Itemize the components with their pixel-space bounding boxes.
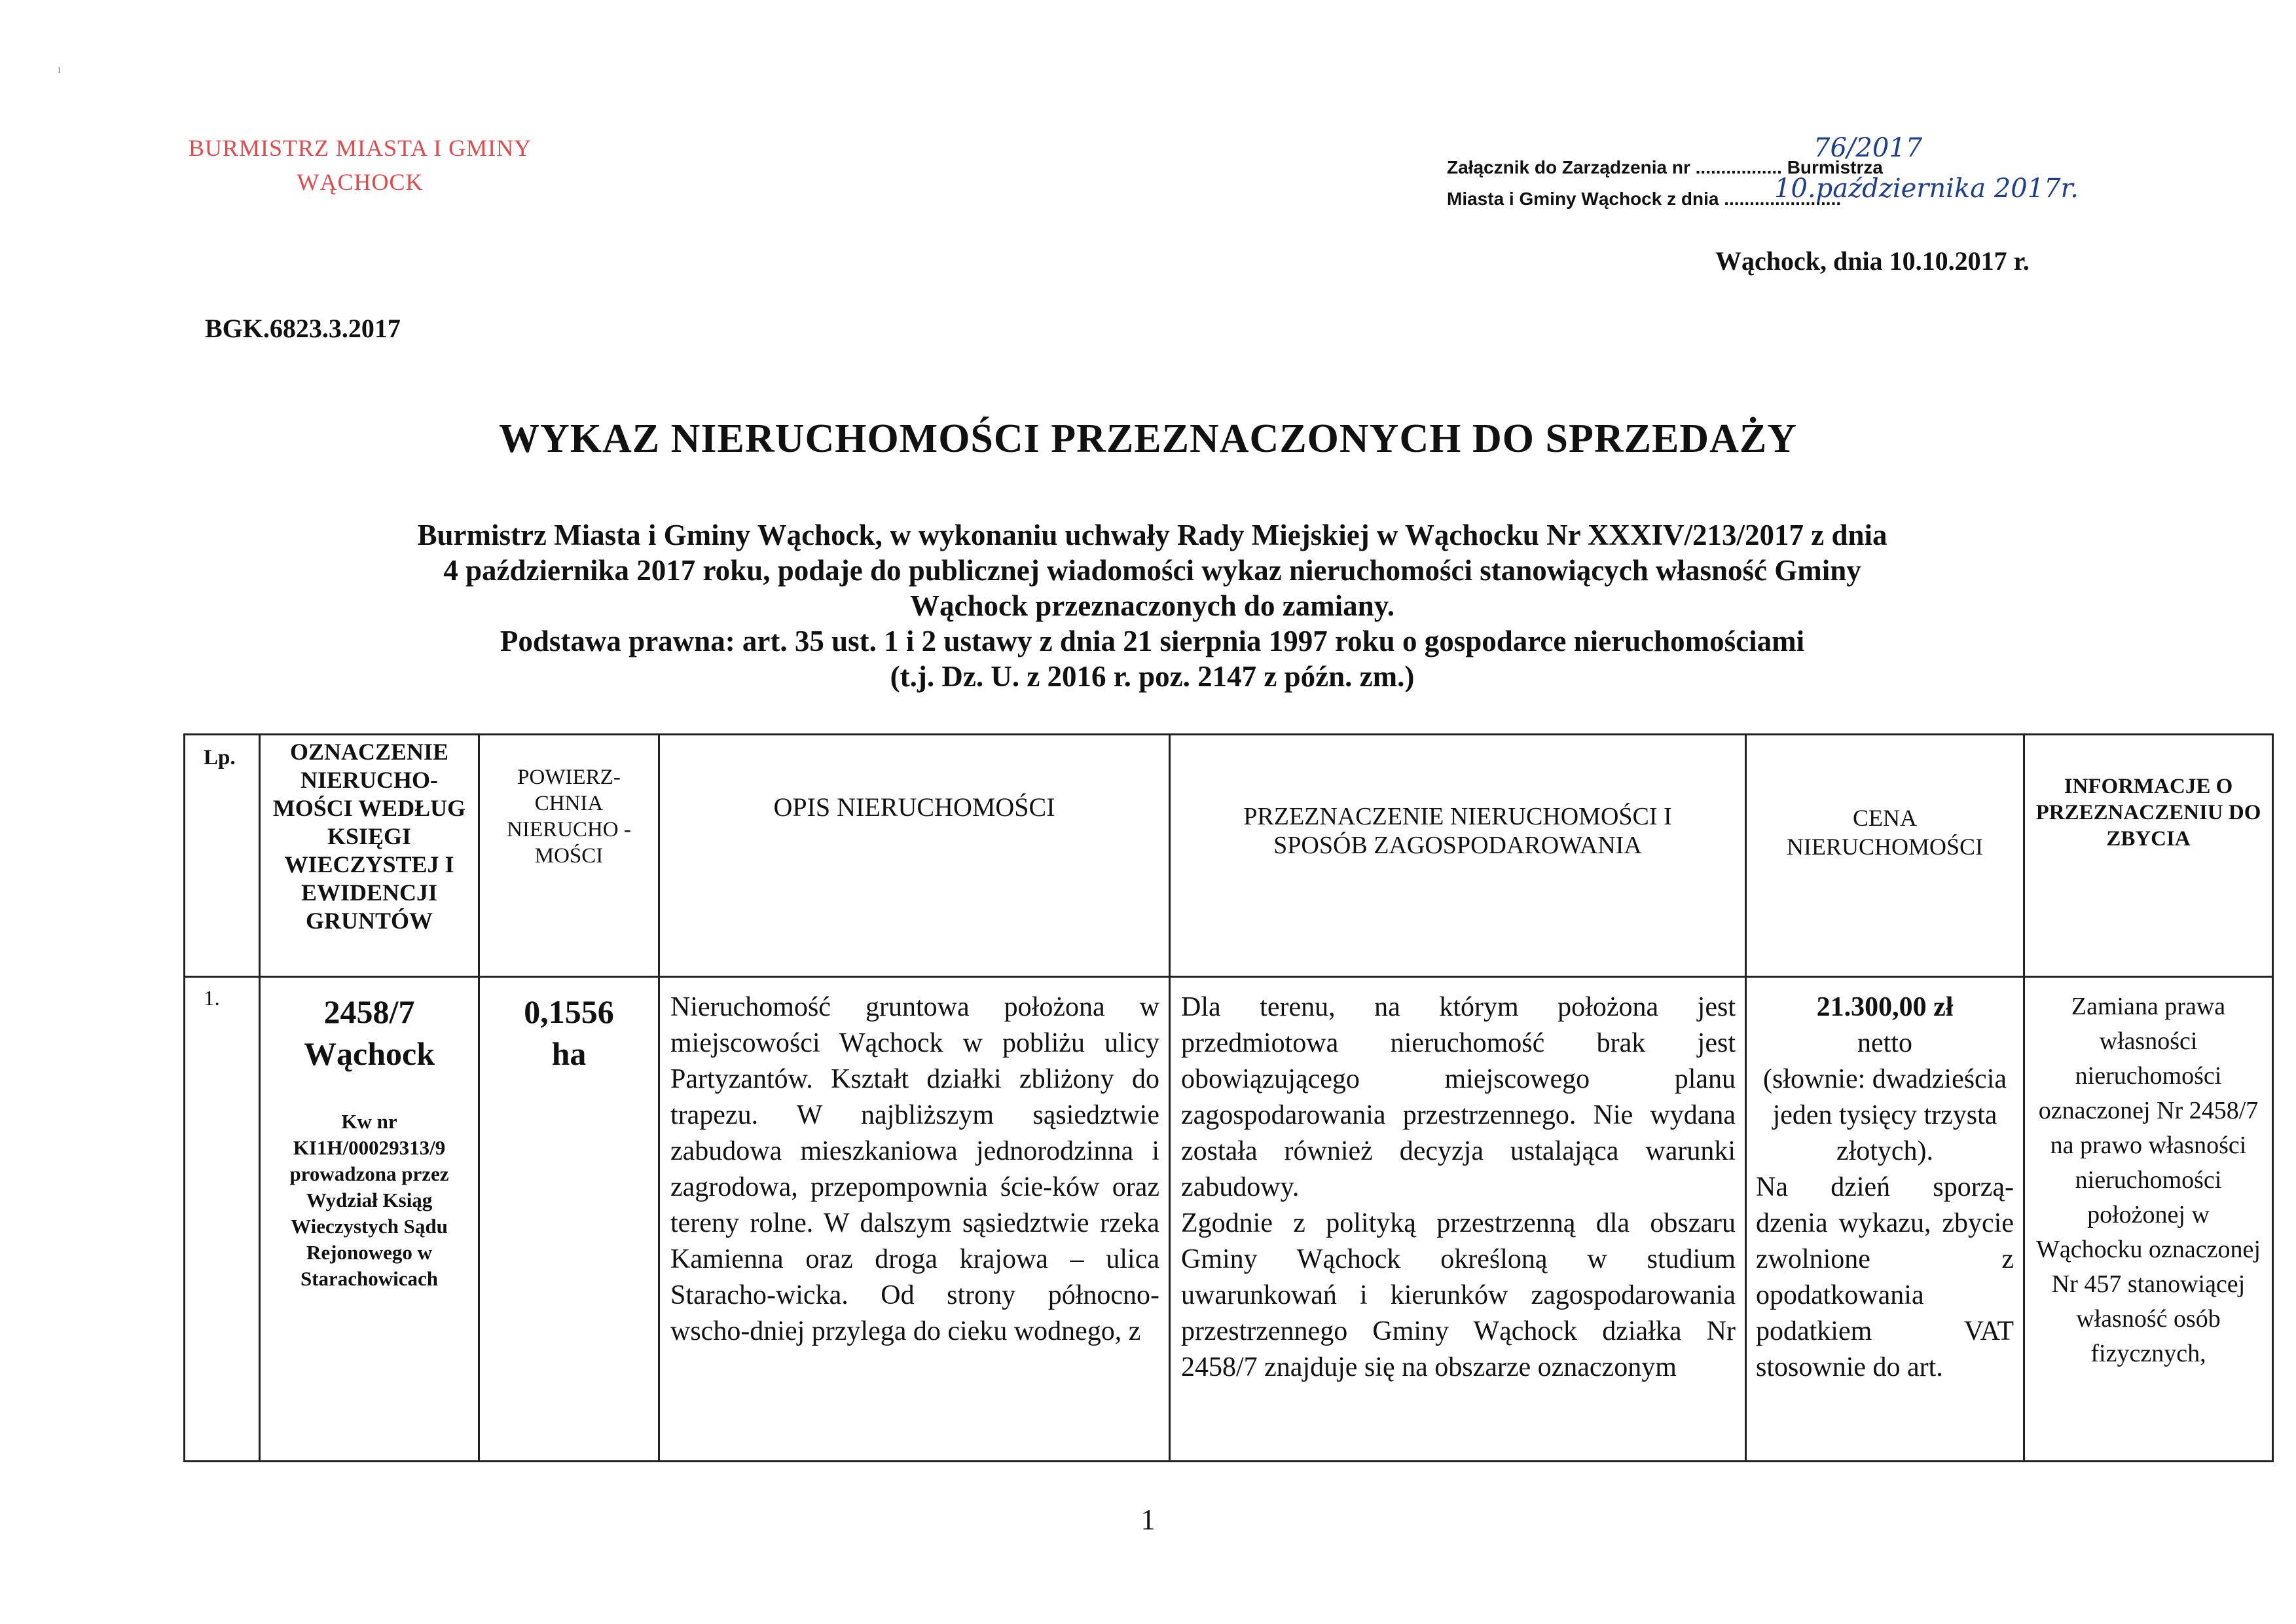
- header-cena-label: CENA NIERUCHOMOŚCI: [1786, 805, 1984, 860]
- land-register-label: Kw nr: [341, 1110, 397, 1133]
- table-header-row: [185, 735, 2273, 977]
- parcel-number: 2458/7: [323, 993, 415, 1030]
- place-date: Wąchock, dnia 10.10.2017 r.: [1715, 246, 2030, 276]
- scan-mark: ı: [58, 62, 62, 75]
- property-table: [183, 733, 2274, 1462]
- row-cena: [1746, 977, 2024, 1462]
- row-area: [479, 977, 659, 1462]
- intro-line-4: Podstawa prawna: art. 35 ust. 1 i 2 ustawy z dnia 21 sierpnia 1997 roku o gospodarce nieruchomościami: [500, 625, 1805, 657]
- row-lp: [185, 977, 260, 1462]
- intro-line-2: 4 października 2017 roku, podaje do publicznej wiadomości wykaz nieruchomości stanowiących własność Gminy: [443, 554, 1861, 587]
- header-powierzchnia: [479, 735, 659, 977]
- annex-line-2-prefix: Miasta i Gminy Wąchock z dnia .......................: [1447, 189, 1842, 209]
- header-cena: [1746, 735, 2024, 977]
- header-oznaczenie-label: OZNACZENIE NIERUCHO-MOŚCI WEDŁUG KSIĘGI WIECZYSTEJ I EWIDENCJI GRUNTÓW: [272, 739, 466, 934]
- area-unit: ha: [551, 1035, 587, 1072]
- header-powierzchnia-label: POWIERZ-CHNIA NIERUCHO -MOŚCI: [507, 766, 631, 868]
- row-informacje: [2024, 977, 2273, 1462]
- annex-reference: [1447, 133, 2200, 215]
- mayor-stamp: [177, 131, 543, 199]
- land-register-number: KI1H/00029313/9: [293, 1136, 446, 1159]
- handwritten-order-date: 10.października 2017r.: [1774, 174, 2079, 204]
- table-row: [185, 977, 2273, 1462]
- header-lp: [185, 735, 260, 977]
- informacje-text: Zamiana prawa własności nieruchomości oznaczonej Nr 2458/7 na prawo własności nieruchomości położonej w Wąchocku oznaczonej Nr 457 stanowiącej własność osób fizycznych,: [2036, 993, 2261, 1367]
- przeznaczenie-paragraph-2: Zgodnie z polityką przestrzenną dla obszaru Gminy Wąchock określoną w studium uwarunkowań i kierunków zagospodarowania przestrzennego Gminy Wąchock działka Nr 2458/7 znajduje się na obszarze oznaczonym: [1181, 1208, 1736, 1382]
- price-netto: netto: [1857, 1028, 1912, 1058]
- opis-text: Nieruchomość gruntowa położona w miejscowości Wąchock w pobliżu ulicy Partyzantów. Kształt działki zbliżony do trapezu. W najbliższym sąsiedztwie zabudowa mieszkaniowa jednorodzinna i zagrodowa, przepompownia ście-ków oraz tereny rolne. W dalszym sąsiedztwie rzeka Kamienna oraz droga krajowa – ulica Staracho-wicka. Od strony północno-wscho-dniej przylega do cieku wodnego, z: [670, 992, 1159, 1346]
- page-number: 1: [1140, 1504, 1156, 1536]
- price-value: 21.300,00 zł: [1816, 992, 1954, 1022]
- annex-line-2: [1447, 174, 2200, 215]
- stamp-line-1: BURMISTRZ MIASTA I GMINY: [188, 135, 532, 161]
- annex-line-1-prefix: Załącznik do Zarządzenia nr .................: [1447, 157, 1782, 177]
- row-oznaczenie: [260, 977, 479, 1462]
- parcel-locality: Wąchock: [304, 1035, 435, 1072]
- header-opis-label: OPIS NIERUCHOMOŚCI: [773, 792, 1055, 822]
- header-przeznaczenie-label: PRZEZNACZENIE NIERUCHOMOŚCI I SPOSÓB ZAGOSPODAROWANIA: [1243, 803, 1672, 859]
- land-register-court: prowadzona przez Wydział Ksiąg Wieczystych Sądu Rejonowego w Starachowicach: [289, 1162, 449, 1290]
- header-oznaczenie: [260, 735, 479, 977]
- przeznaczenie-paragraph-1: Dla terenu, na którym położona jest przedmiotowa nieruchomość brak jest obowiązującego miejscowego planu zagospodarowania przestrzennego. Nie wydana została również decyzja ustalająca warunki zabudowy.: [1181, 992, 1736, 1202]
- header-opis: [659, 735, 1170, 977]
- area-value: 0,1556: [524, 993, 614, 1030]
- annex-line-1-suffix: Burmistrza: [1787, 157, 1883, 177]
- row-opis: [659, 977, 1170, 1462]
- document-title: WYKAZ NIERUCHOMOŚCI PRZEZNACZONYCH DO SPRZEDAŻY: [499, 416, 1797, 461]
- intro-line-3: Wąchock przeznaczonych do zamiany.: [910, 589, 1394, 622]
- header-informacje-label: INFORMACJE O PRZEZNACZENIU DO ZBYCIA: [2035, 775, 2261, 851]
- header-lp-label: Lp.: [204, 746, 236, 769]
- handwritten-order-number: 76/2017: [1813, 133, 1923, 163]
- case-signum: BGK.6823.3.2017: [205, 314, 401, 343]
- price-vat-note: Na dzień sporzą-dzenia wykazu, zbycie zwolnione z opodatkowania podatkiem VAT stosownie do art.: [1756, 1172, 2014, 1382]
- row-przeznaczenie: [1170, 977, 1746, 1462]
- header-przeznaczenie: [1170, 735, 1746, 977]
- intro-line-5: (t.j. Dz. U. z 2016 r. poz. 2147 z późn. zm.): [890, 660, 1415, 693]
- row-lp-value: 1.: [204, 987, 220, 1010]
- intro-line-1: Burmistrz Miasta i Gminy Wąchock, w wykonaniu uchwały Rady Miejskiej w Wąchocku Nr XXXIV/213/2017 z dnia: [417, 519, 1887, 551]
- header-informacje: [2024, 735, 2273, 977]
- intro-paragraph: [151, 517, 2154, 694]
- price-in-words: (słownie: dwadzieścia jeden tysięcy trzysta złotych).: [1762, 1064, 2007, 1166]
- stamp-line-2: WĄCHOCK: [297, 169, 424, 195]
